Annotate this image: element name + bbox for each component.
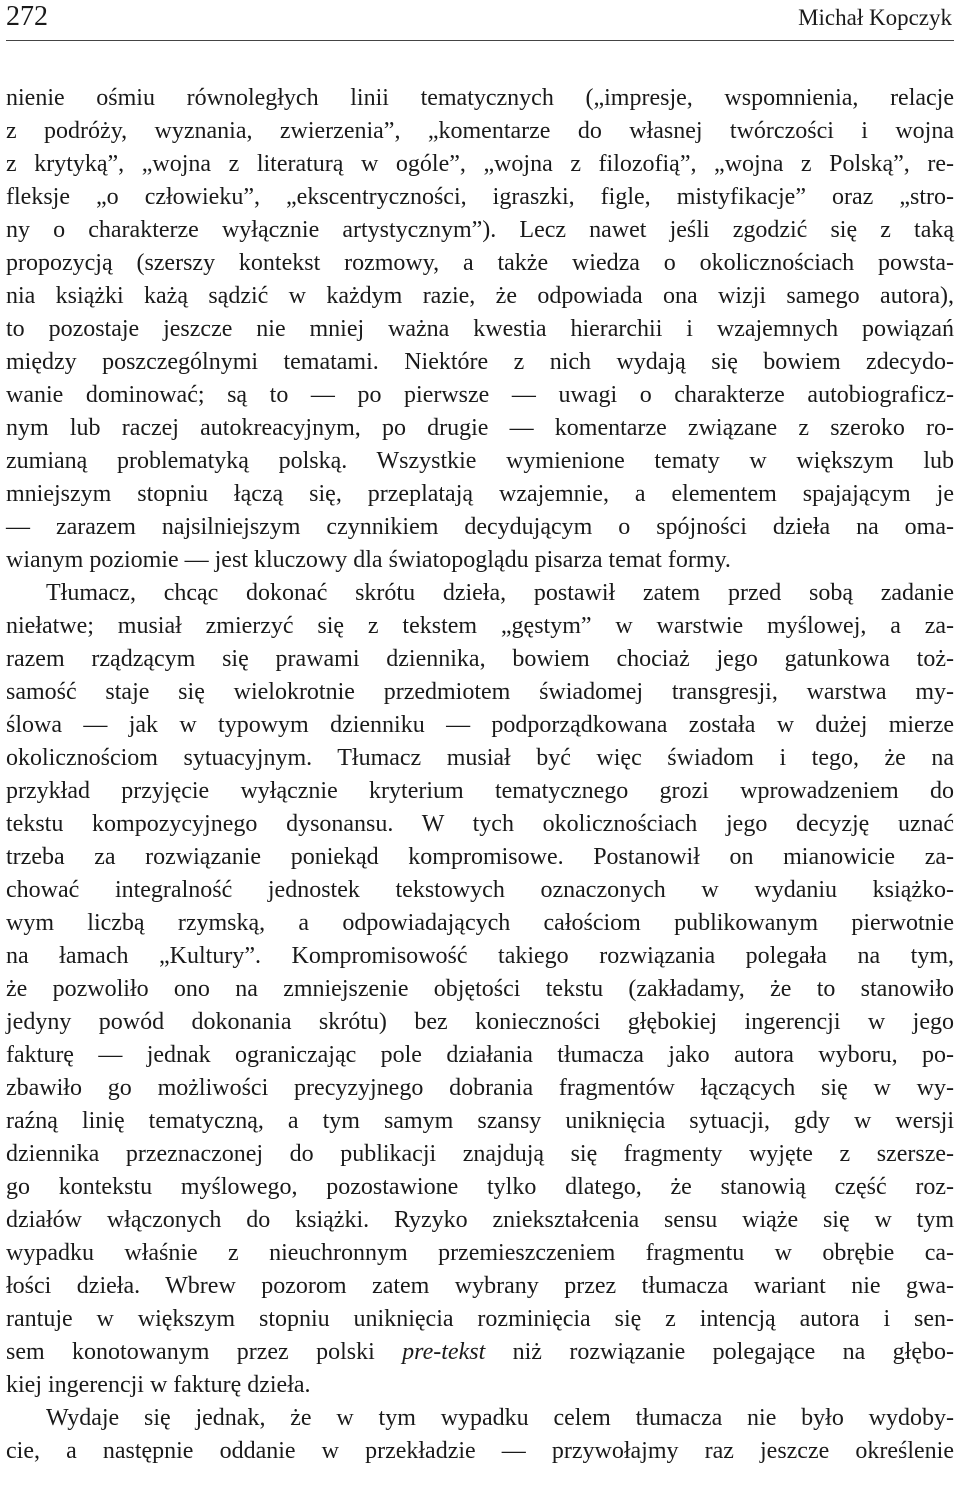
running-head-author: Michał Kopczyk [798, 5, 952, 30]
text-line: na łamach „Kultury”. Kompromisowość takiego rozwiązania polegała na tym, [6, 943, 954, 969]
text-line: ny o charakterze wyłącznie artystycznym”). Lecz nawet jeśli zgodzić się z taką [6, 217, 954, 243]
text-line: nym lub raczej autokreacyjnym, po drugie — komentarze związane z szeroko ro- [6, 415, 954, 441]
body-text [6, 82, 954, 1468]
text-line: Tłumacz, chcąc dokonać skrótu dzieła, postawił zatem przed sobą zadanie [46, 580, 954, 606]
text-line: samość staje się wielokrotnie przedmiotem świadomej transgresji, warstwa my- [6, 679, 954, 705]
text-line: nia książki każą sądzić w każdym razie, że odpowiada ona wizji samego autora), [6, 283, 954, 309]
text-line: przykład przyjęcie wyłącznie kryterium tematycznego grozi wprowadzeniem do [6, 778, 954, 804]
paragraph-3 [6, 1402, 954, 1468]
paragraph-1 [6, 82, 954, 577]
text-line: ślowa — jak w typowym dzienniku — podporządkowana została w dużej mierze [6, 712, 954, 738]
text-line: go kontekstu myślowego, pozostawione tylko dlatego, że stanowią część roz- [6, 1174, 954, 1200]
text-line: tekstu kompozycyjnego dysonansu. W tych okolicznościach jego decyzję uznać [6, 811, 954, 837]
text-line: z podróży, wyznania, zwierzenia”, „komentarze do własnej twórczości i wojna [6, 118, 954, 144]
text-line: mniejszym stopniu łączą się, przeplatają wzajemnie, a elementem spajającym je [6, 481, 954, 507]
text-line: wypadku właśnie z nieuchronnym przemieszczeniem fragmentu w obrębie ca- [6, 1240, 954, 1266]
text-line: z krytyką”, „wojna z literaturą w ogóle”, „wojna z filozofią”, „wojna z Polską”, re- [6, 151, 954, 177]
text-line: okolicznościom sytuacyjnym. Tłumacz musiał być więc świadom i tego, że na [6, 745, 954, 771]
text-line: łości dzieła. Wbrew pozorom zatem wybrany przez tłumacza wariant nie gwa- [6, 1273, 954, 1299]
text-line: wanie dominować; są to — po pierwsze — uwagi o charakterze autobiograficz- [6, 382, 954, 408]
text-line: trzeba za rozwiązanie poniekąd kompromisowe. Postanowił on mianowicie za- [6, 844, 954, 870]
text-line: fakturę — jednak ograniczając pole działania tłumacza jako autora wyboru, po- [6, 1042, 954, 1068]
page-number: 272 [6, 1, 48, 32]
text-line: wianym poziomie — jest kluczowy dla światopoglądu pisarza temat formy. [6, 547, 731, 573]
text-line: kiej ingerencji w fakturę dzieła. [6, 1372, 311, 1398]
text-line: że pozwoliło ono na zmniejszenie objętości tekstu (zakładamy, że to stanowiło [6, 976, 954, 1002]
text-line: razem rządzącym się prawami dziennika, bowiem chociaż jego gatunkowa toż- [6, 646, 954, 672]
italic-term: pre-tekst [402, 1339, 486, 1365]
text-line: rantuje w większym stopniu uniknięcia rozminięcia się z intencją autora i sen- [6, 1306, 954, 1332]
text-line: nienie ośmiu równoległych linii tematycznych („impresje, wspomnienia, relacje [6, 85, 954, 111]
text-line: działów włączonych do książki. Ryzyko zniekształcenia sensu wiąże się w tym [6, 1207, 954, 1233]
text-line: cie, a następnie oddanie w przekładzie — przywołajmy raz jeszcze określenie [6, 1438, 954, 1464]
text-line-with-italic: sem konotowanym przez polski pre-tekst niż rozwiązanie polegające na głębo- [6, 1339, 954, 1365]
text-line: chować integralność jednostek tekstowych oznaczonych w wydaniu książko- [6, 877, 954, 903]
text-line: dziennika przeznaczonej do publikacji znajdują się fragmenty wyjęte z szersze- [6, 1141, 954, 1167]
paragraph-2-lines [6, 577, 954, 1336]
text-line: wym liczbą rzymską, a odpowiadających całościom publikowanym pierwotnie [6, 910, 954, 936]
text-line: zumianą problematyką polską. Wszystkie wymienione tematy w większym lub [6, 448, 954, 474]
text-line: — zarazem najsilniejszym czynnikiem decydującym o spójności dzieła na oma- [6, 514, 954, 540]
text-line: propozycją (szerszy kontekst rozmowy, a także wiedza o okolicznościach powsta- [6, 250, 954, 276]
text-line: fleksje „o człowieku”, „ekscentryczności, igraszki, figle, mistyfikacje” oraz „stro- [6, 184, 954, 210]
running-head [6, 0, 954, 41]
text-line: raźną linię tematyczną, a tym samym szansy uniknięcia sytuacji, gdy w wersji [6, 1108, 954, 1134]
text-line: Wydaje się jednak, że w tym wypadku celem tłumacza nie było wydoby- [46, 1405, 954, 1431]
text-line: niełatwe; musiał zmierzyć się z tekstem „gęstym” w warstwie myślowej, a za- [6, 613, 954, 639]
paragraph-2 [6, 577, 954, 1402]
page [6, 0, 954, 1464]
text-line: między poszczególnymi tematami. Niektóre z nich wydają się bowiem zdecydo- [6, 349, 954, 375]
text-line: zbawiło go możliwości precyzyjnego dobrania fragmentów łączących się w wy- [6, 1075, 954, 1101]
text-line: to pozostaje jeszcze nie mniej ważna kwestia hierarchii i wzajemnych powiązań [6, 316, 954, 342]
text-line: jedyny powód dokonania skrótu) bez konieczności głębokiej ingerencji w jego [6, 1009, 954, 1035]
